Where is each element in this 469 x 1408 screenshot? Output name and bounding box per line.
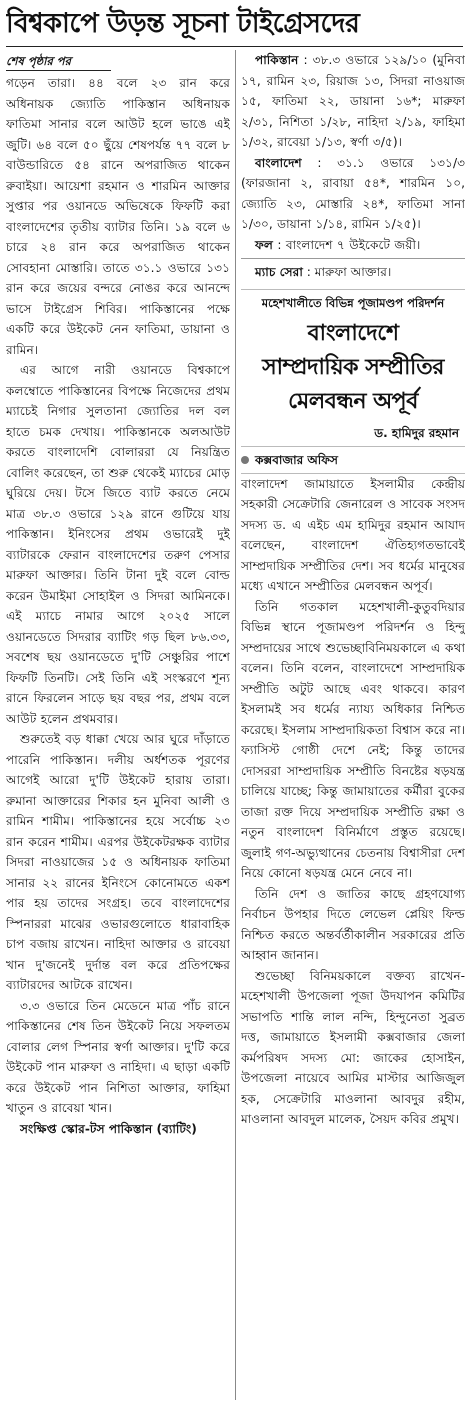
scorecard-bangladesh-text: : ৩১.১ ওভারে ১৩১/৩ (ফারজানা ২, রাবায়া ৫৪*, শারমিন ১০, জ্যোতি ২৩, মোস্তারি ২৪*, ফাতিমা সানা ১/৩০, ডায়ানা ১/১৪, রামিন ১/২৫)। <box>241 155 465 231</box>
paragraph: শুরুতেই বড় ধাক্কা খেয়ে আর ঘুরে দাঁড়াতে পারেনি পাকিস্তান। দলীয় অর্ধশতক পূরণের আগেই আরো দু'টি উইকেট হারায় তারা। রুমানা আক্তারের শিকার হন মুনিবা আলী ও রামিন শামীম। পাকিস্তানের হয়ে সর্বোচ্চ ২৩ রান করেন শামীম। এরপর উইকেটরক্ষক ব্যাটার সিদরা নাওয়াজের ১৫ ও অধিনায়ক ফাতিমা সানার ২২ রানের ইনিংসে কোনোমতে একশ পার হয় তাদের সংগ্রহ। তবে বাংলাদেশের স্পিনাররা মাঝের ওভারগুলোতে ধারাবাহিক চাপ বজায় রাখেন। নাহিদা আক্তার ও রাবেয়া খান দু'জনেই দুর্দান্ত বল করে প্রতিপক্ষের ব্যাটারদের আটকে রাখেন। <box>6 732 230 992</box>
scorecard-pakistan <box>241 50 465 153</box>
scorecard-bangladesh <box>241 153 465 235</box>
continued-label: শেষ পৃষ্ঠার পর <box>6 52 111 71</box>
dateline <box>241 446 465 474</box>
paragraph: বাংলাদেশ জামায়াতে ইসলামীর কেন্দ্রীয় সহকারী সেক্রেটারি জেনারেল ও সাবেক সংসদ সদস্য ড. এ এইচ এম হামিদুর রহমান আযাদ বলেছেন, বাংলাদেশ ঐতিহ্যগতভাবেই সাম্প্রদায়িক সম্প্রীতির দেশ। সব ধর্মের মানুষের মধ্যে এখানে সম্প্রীতির মেলবন্ধন অপূর্ব। <box>241 476 465 593</box>
paragraph: গড়েন তারা। ৪৪ বলে ২৩ রান করে অধিনায়ক জ্যোতি পাকিস্তান অধিনায়ক ফাতিমা সানার বলে আউট হলে ভাঙে এই জুটি। ৬৪ বলে ৫০ ছুঁয়ে শেষপর্যন্ত ৭৭ বলে ৮ বাউন্ডারিতে ৫৪ রানে অপরাজিত থাকেন রুবাইয়া। আয়েশা রহমান ও শারমিন আক্তার সুপ্তার পর ওয়ানডে অভিষেকে ফিফটি করা বাংলাদেশের তৃতীয় ব্যাটার তিনি। ১৯ বলে ৬ চারে ২৪ রান করে অপরাজিত থাকেন সোবহানা মোস্তারি। তাতে ৩১.১ ওভারে ১৩১ রান করে জয়ের বন্দরে নোঙর করে আনন্দে ভাসে টাইগ্রেস শিবির। পাকিস্তানের পক্ষে একটি করে উইকেট নেন ফাতিমা, ডায়ানা ও রামিন। <box>6 76 230 357</box>
divider <box>241 258 465 259</box>
result-line <box>241 235 465 256</box>
bullet-icon <box>241 456 249 464</box>
mom-label: ম্যাচ সেরা <box>255 265 303 279</box>
paragraph: শুভেচ্ছা বিনিময়কালে বক্তব্য রাখেন- মহেশখালী উপজেলা পূজা উদযাপন কমিটির সভাপতি শান্তি লাল নন্দি, হিন্দুনেতা সুব্রত দত্ত, জামায়াতে ইসলামী কক্সবাজার জেলা কর্মপরিষদ সদস্য মো: জাকের হোসাইন, উপজেলা নায়েবে আমির মাস্টার আজিজুল হক, সেক্রেটারি মাওলানা আবদুর রহীম, মাওলানা আবদুল মালেক, সৈয়দ কবির প্রমুখ। <box>241 968 465 1126</box>
story-title-line: সাম্প্রদায়িক সম্প্রীতির <box>262 353 444 380</box>
headline-rule <box>6 46 463 47</box>
right-column <box>241 50 465 1402</box>
story-kicker: মহেশখালীতে বিভিন্ন পূজামণ্ডপ পরিদর্শন <box>241 289 465 312</box>
paragraph: তিনি গতকাল মহেশখালী-কুতুবদিয়ার বিভিন্ন স্থানে পূজামণ্ডপ পরিদর্শন ও হিন্দু সম্প্রদায়ের সাথে শুভেচ্ছাবিনিময়কালে এ কথা বলেন। তিনি বলেন, বাংলাদেশে সাম্প্রদায়িক সম্প্রীতি অটুট আছে এবং থাকবে। কারণ ইসলামই সব ধর্মের ন্যায্য অধিকার নিশ্চিত করেছে। ইসলাম সাম্প্রদায়িকতা বিশ্বাস করে না। ফ্যাসিস্ট গোষ্ঠী দেশে নেই; কিন্তু তাদের দোসররা সাম্প্রদায়িক সম্প্রীতি বিনষ্টের ষড়যন্ত্র চালিয়ে যাচ্ছে; কিন্তু জামায়াতের কর্মীরা বুকের তাজা রক্ত দিয়ে সম্প্রদায়িক সম্প্রীতি রক্ষা ও নতুন বাংলাদেশ বিনির্মাণে প্রস্তুত রয়েছে। জুলাই গণ-অভ্যুত্থানের চেতনায় বিশ্বাসীরা দেশ নিয়ে কোনো ষড়যন্ত্র মেনে নেবে না। <box>241 599 465 880</box>
result-text: : বাংলাদেশ ৭ উইকেটে জয়ী। <box>277 237 421 252</box>
story-title <box>241 316 465 418</box>
paragraph: ৩.৩ ওভারে তিন মেডেনে মাত্র পাঁচ রানে পাকিস্তানের শেষ তিন উইকেট নিয়ে সফলতম বোলার লেগ স্পিনার স্বর্ণা আক্তার। দু'টি করে উইকেট পান মারুফা ও নাহিদা। এ ছাড়া একটি করে উইকেট পান নিশিতা আক্তার, ফাহিমা খাতুন ও রাবেয়া খান। <box>6 998 230 1115</box>
dateline-text: কক্সবাজার অফিস <box>255 452 338 467</box>
result-label: ফল <box>255 237 273 252</box>
scorecard-pakistan-text: : ৩৮.৩ ওভারে ১২৯/১০ (মুনিবা ১৭, রামিন ২৩, রিয়াজ ১৩, সিদরা নাওয়াজ ১৫, ফাতিমা ২২, ডায়ানা ১৬*; মারুফা ২/৩১, নিশিতা ১/২৮, নাহিদা ২/১৯, ফাহিমা ১/৩২, রাবেয়া ১/১৩, স্বর্ণা ৩/৫)। <box>241 53 465 149</box>
short-score-heading: সংক্ষিপ্ত স্কোর-টস পাকিস্তান (ব্যাটিং) <box>20 1121 197 1136</box>
column-separator <box>235 50 236 1400</box>
byline: ড. হামিদুর রহমান <box>374 425 459 440</box>
story-title-line: মেলবন্ধন অপূর্ব <box>288 387 418 414</box>
headline: বিশ্বকাপে উড়ন্ত সূচনা টাইগ্রেসদের <box>6 8 360 39</box>
man-of-match <box>241 262 465 283</box>
scorecard-bangladesh-label: বাংলাদেশ <box>255 155 302 170</box>
mom-text: : মারুফা আক্তার। <box>306 265 392 279</box>
story-title-line: বাংলাদেশে <box>307 319 399 346</box>
article-cricket-continued <box>6 50 230 1402</box>
paragraph: তিনি দেশ ও জাতির কাছে গ্রহণযোগ্য নির্বাচন উপহার দিতে লেভেল প্লেয়িং ফিল্ড নিশ্চিত করতে অন্তর্বর্তীকালীন সরকারের প্রতি আহ্বান জানান। <box>241 886 465 962</box>
scorecard-pakistan-label: পাকিস্তান <box>255 53 299 67</box>
paragraph: এর আগে নারী ওয়ানডে বিশ্বকাপে কলম্বোতে পাকিস্তানের বিপক্ষে নিজেদের প্রথম ম্যাচেই নিগার সুলতানা জ্যোতির দল বল হাতে চমক দেখায়। পাকিস্তানকে অলআউট করতে বাংলাদেশি বোলাররা যে নিয়ন্ত্রিত বোলিং করেছেন, তা শুরু থেকেই ম্যাচের মোড় ঘুরিয়ে দেয়। টসে জিতে ব্যাট করতে নেমে মাত্র ৩৮.৩ ওভারে ১২৯ রানে গুটিয়ে যায় পাকিস্তান। ইনিংসের প্রথম ওভারেই দুই ব্যাটারকে ফেরান বাংলাদেশের তরুণ পেসার মারুফা আক্তার। তিনি টানা দুই বলে বোল্ড করেন উমাইমা সোহাইল ও সিদরা আমিনকে। এই ম্যাচে নামার আগে ২০২৫ সালে ওয়ানডেতে সিদরার ব্যাটিং গড় ছিল ৮৬.৩৩, সবশেষ ছয় ওয়ানডেতে দু'টি সেঞ্চুরির পাশে ফিফটি তিনটি। সেই তিনি এই সংস্করণে শূন্য রানে ফিরলেন সাড়ে ছয় বছর পর, প্রথম বলে আউট হলেন প্রথমবার। <box>6 363 230 726</box>
